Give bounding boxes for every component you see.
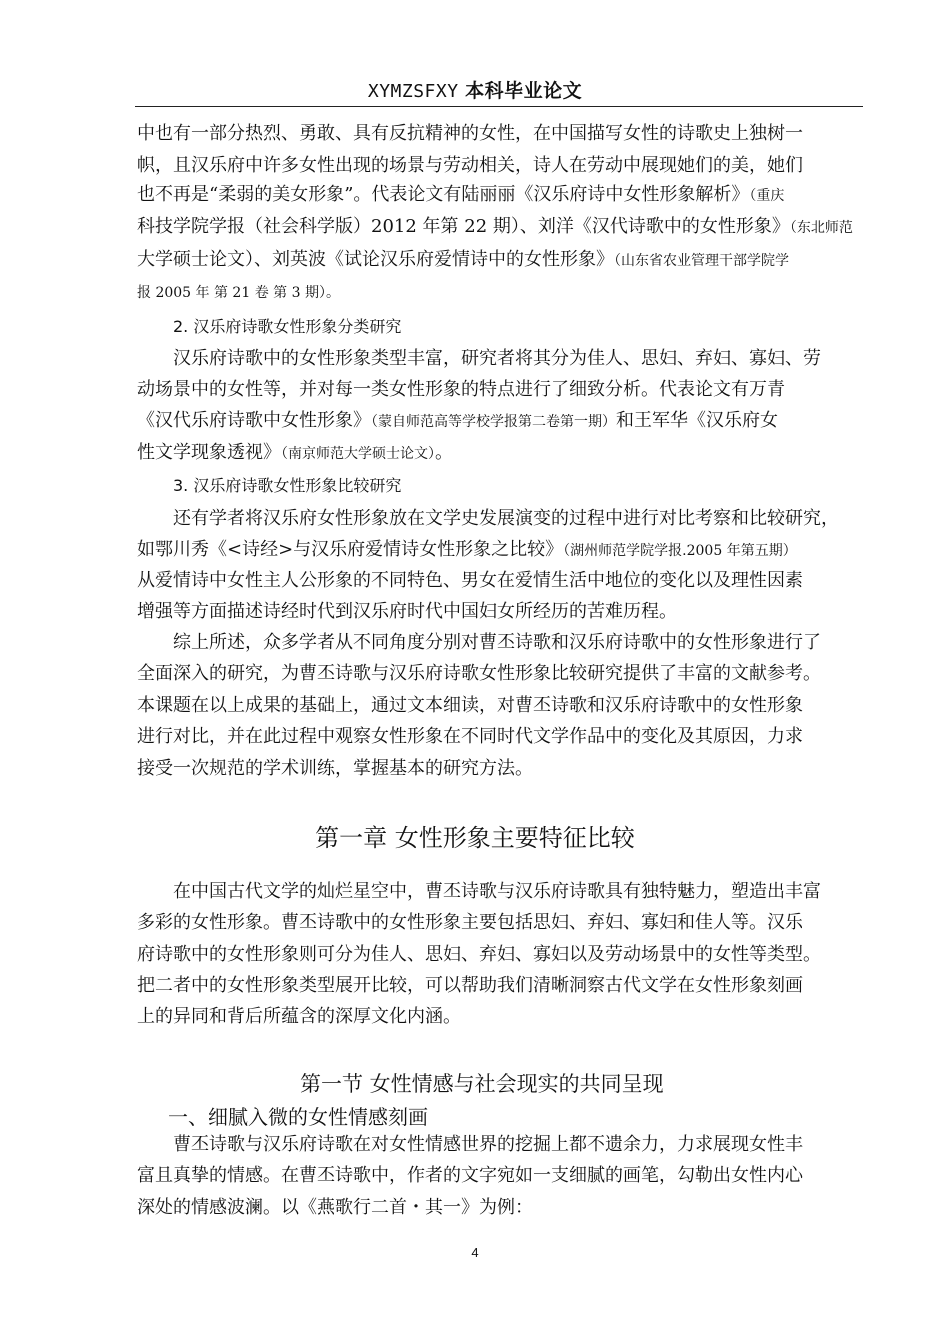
citation-note: （湖州师范学院学报.2005 年第五期）: [563, 543, 797, 559]
text-line: 把二者中的女性形象类型展开比较，可以帮助我们清晰洞察古代文学在女性形象刻画: [137, 975, 803, 996]
text-line: 本课题在以上成果的基础上，通过文本细读，对曹丕诗歌和汉乐府诗歌中的女性形象: [137, 695, 803, 716]
header-label: 本科毕业论文: [465, 80, 583, 102]
citation-note: （蒙自师范高等学校学报第二卷第一期）: [371, 414, 616, 430]
text-line: 在中国古代文学的灿烂星空中，曹丕诗歌与汉乐府诗歌具有独特魅力，塑造出丰富: [173, 881, 821, 902]
text-line: 接受一次规范的学术训练，掌握基本的研究方法。: [137, 758, 533, 779]
citation-note: （山东省农业管理干部学院学: [614, 253, 789, 269]
page-header: [0, 76, 950, 103]
text-line: 多彩的女性形象。曹丕诗歌中的女性形象主要包括思妇、弃妇、寡妇和佳人等。汉乐: [137, 912, 803, 933]
section-title: 第一节 女性情感与社会现实的共同呈现: [300, 1072, 664, 1096]
subsection-title: 一、细腻入微的女性情感刻画: [168, 1105, 428, 1129]
text-line: 《汉代乐府诗歌中女性形象》（蒙自师范高等学校学报第二卷第一期）和王军华《汉乐府女: [137, 410, 778, 431]
text-line: 科技学院学报（社会科学版）2012 年第 22 期）、刘洋《汉代诗歌中的女性形象》（东北师范: [137, 216, 853, 237]
page-number: 4: [471, 1245, 479, 1260]
text-line: 增强等方面描述诗经时代到汉乐府时代中国妇女所经历的苦难历程。: [137, 601, 677, 622]
text-line: 动场景中的女性等，并对每一类女性形象的特点进行了细致分析。代表论文有万青: [137, 379, 785, 400]
text-line: 汉乐府诗歌中的女性形象类型丰富，研究者将其分为佳人、思妇、弃妇、寡妇、劳: [173, 348, 821, 369]
text-line: 性文学现象透视》（南京师范大学硕士论文）。: [137, 442, 453, 463]
text-line: 进行对比，并在此过程中观察女性形象在不同时代文学作品中的变化及其原因，力求: [137, 726, 803, 747]
text-line: 上的异同和背后所蕴含的深厚文化内涵。: [137, 1006, 461, 1027]
text-line: 如鄂川秀《<诗经>与汉乐府爱情诗女性形象之比较》（湖州师范学院学报.2005 年第五期）: [137, 539, 797, 560]
header-code: XYMZSFXY: [367, 81, 459, 102]
subheading: 3. 汉乐府诗歌女性形象比较研究: [173, 476, 402, 495]
text-line: 深处的情感波澜。以《燕歌行二首・其一》为例：: [137, 1197, 533, 1218]
text-line: 也不再是“柔弱的美女形象”。代表论文有陆丽丽《汉乐府诗中女性形象解析》（重庆: [137, 184, 785, 205]
subheading: 2. 汉乐府诗歌女性形象分类研究: [173, 317, 402, 336]
text-line: 全面深入的研究，为曹丕诗歌与汉乐府诗歌女性形象比较研究提供了丰富的文献参考。: [137, 663, 821, 684]
citation-note: （东北师范: [789, 220, 853, 236]
text-line: 曹丕诗歌与汉乐府诗歌在对女性情感世界的挖掘上都不遗余力，力求展现女性丰: [173, 1134, 803, 1155]
text-line: 富且真挚的情感。在曹丕诗歌中，作者的文字宛如一支细腻的画笔，勾勒出女性内心: [137, 1165, 803, 1186]
text-line: 从爱情诗中女性主人公形象的不同特色、男女在爱情生活中地位的变化以及理性因素: [137, 570, 803, 591]
text-line: 中也有一部分热烈、勇敢、具有反抗精神的女性，在中国描写女性的诗歌史上独树一: [137, 123, 803, 144]
text-line: 帜，且汉乐府中许多女性出现的场景与劳动相关，诗人在劳动中展现她们的美，她们: [137, 155, 803, 176]
chapter-title: 第一章 女性形象主要特征比较: [315, 824, 635, 852]
text-line: 综上所述，众多学者从不同角度分别对曹丕诗歌和汉乐府诗歌中的女性形象进行了: [173, 632, 821, 653]
text-line: 大学硕士论文）、刘英波《试论汉乐府爱情诗中的女性形象》（山东省农业管理干部学院学: [137, 249, 789, 270]
header-rule: [135, 106, 863, 107]
citation-note: （重庆: [749, 188, 785, 204]
citation-note: （南京师范大学硕士论文）: [281, 446, 435, 462]
text-line: 府诗歌中的女性形象则可分为佳人、思妇、弃妇、寡妇以及劳动场景中的女性等类型。: [137, 944, 821, 965]
text-line: 还有学者将汉乐府女性形象放在文学史发展演变的过程中进行对比考察和比较研究，: [173, 508, 839, 529]
text-line: 报 2005 年 第 21 卷 第 3 期）。: [137, 285, 340, 301]
